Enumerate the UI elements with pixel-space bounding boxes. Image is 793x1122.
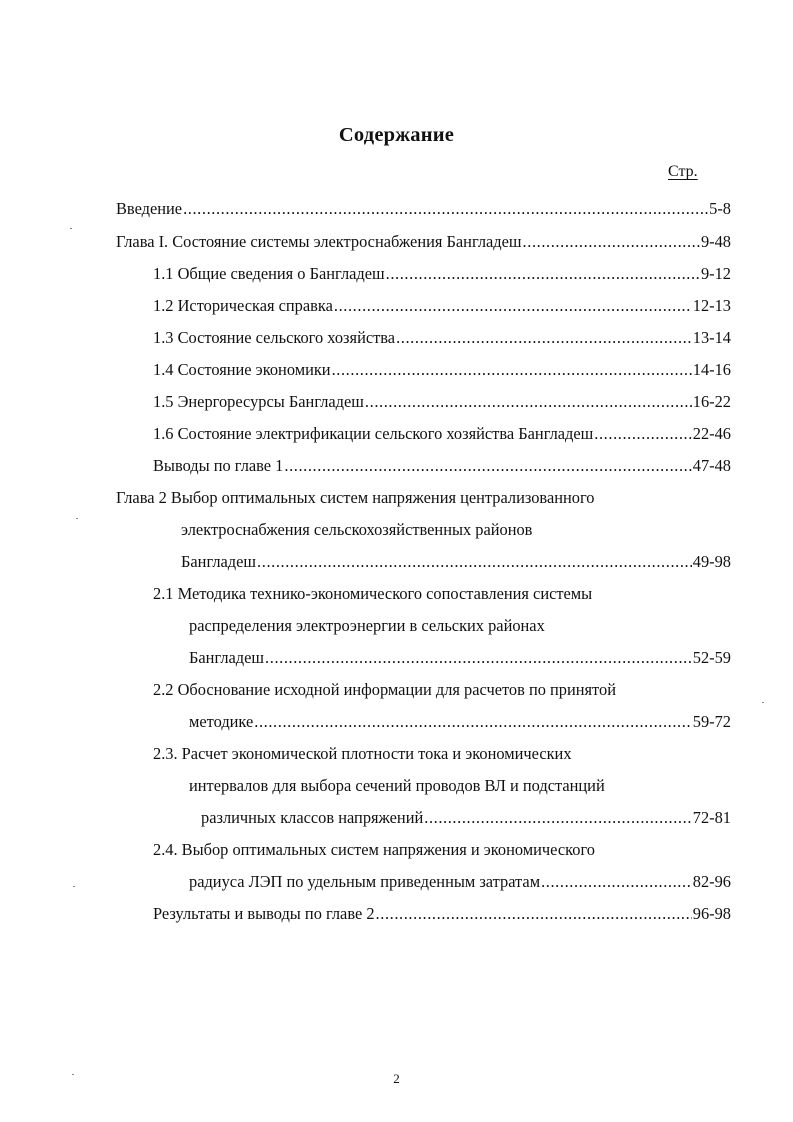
leader-dots (334, 294, 692, 318)
toc-entry-pages: 14-16 (692, 360, 731, 379)
toc-entry-1-6[interactable] (153, 422, 731, 446)
toc-entry-2-3-line-1: 2.3. Расчет экономической плотности тока и экономических (153, 744, 572, 763)
toc-entry-pages: 47-48 (692, 456, 731, 475)
toc-entry-chapter-2-line-2: электроснабжения сельскохозяйственных районов (181, 520, 533, 539)
toc-entry-text: различных классов напряжений (201, 808, 424, 827)
page-title: Содержание (338, 124, 455, 146)
toc-entry-conclusions-2[interactable] (153, 902, 731, 926)
toc-entry-2-2[interactable] (189, 710, 731, 734)
toc-entry-pages: 13-14 (692, 328, 731, 347)
toc-entry-pages: 16-22 (692, 392, 731, 411)
toc-entry-1-5[interactable] (153, 390, 731, 414)
leader-dots (265, 646, 692, 670)
toc-entry-pages: 9-48 (700, 232, 731, 251)
toc-entry-chapter-2[interactable] (181, 550, 731, 574)
toc-entry-1-2[interactable] (153, 294, 731, 318)
toc-entry-text: 1.6 Состояние электрификации сельского хозяйства Бангладеш (153, 424, 594, 443)
leader-dots (541, 870, 692, 894)
leader-dots (396, 326, 692, 350)
scan-speck (70, 228, 72, 229)
toc-entry-chapter-2-line-1: Глава 2 Выбор оптимальных систем напряжения централизованного (116, 488, 595, 507)
toc-entry-pages: 5-8 (709, 199, 731, 218)
toc-entry-text: Выводы по главе 1 (153, 456, 284, 475)
toc-entry-2-3[interactable] (201, 806, 731, 830)
toc-entry-text: Результаты и выводы по главе 2 (153, 904, 375, 923)
leader-dots (183, 197, 708, 221)
leader-dots (365, 390, 692, 414)
scan-speck (762, 702, 764, 703)
leader-dots (284, 454, 691, 478)
toc-entry-pages: 52-59 (692, 648, 731, 667)
toc-entry-1-4[interactable] (153, 358, 731, 382)
toc-entry-text: Введение (116, 199, 183, 218)
page-column-label: Стр. (668, 163, 698, 180)
toc-entry-pages: 49-98 (692, 552, 731, 571)
toc-entry-pages: 9-12 (700, 264, 731, 283)
toc-entry-2-1-line-1: 2.1 Методика технико-экономического сопоставления системы (153, 584, 593, 603)
toc-entry-introduction[interactable] (116, 197, 731, 221)
toc-entry-2-4[interactable] (189, 870, 731, 894)
toc-entry-text: Бангладеш (181, 552, 257, 571)
toc-entry-2-1[interactable] (189, 646, 731, 670)
toc-entry-text: 1.4 Состояние экономики (153, 360, 331, 379)
scan-speck (76, 518, 78, 519)
toc-entry-text: 1.1 Общие сведения о Бангладеш (153, 264, 385, 283)
toc-entry-text: радиуса ЛЭП по удельным приведенным затратам (189, 872, 541, 891)
toc-entry-chapter-1[interactable] (116, 230, 731, 254)
toc-entry-2-1-line-2: распределения электроэнергии в сельских районах (189, 616, 545, 635)
leader-dots (594, 422, 691, 446)
toc-entry-text: методике (189, 712, 254, 731)
leader-dots (257, 550, 692, 574)
toc-entry-pages: 12-13 (692, 296, 731, 315)
toc-entry-text: Бангладеш (189, 648, 265, 667)
leader-dots (254, 710, 691, 734)
toc-entry-text: 1.5 Энергоресурсы Бангладеш (153, 392, 364, 411)
leader-dots (376, 902, 692, 926)
scan-speck (72, 1074, 74, 1075)
toc-entry-pages: 96-98 (692, 904, 731, 923)
toc-entry-2-3-line-2: интервалов для выбора сечений проводов ВЛ и подстанций (189, 776, 605, 795)
toc-entry-pages: 59-72 (692, 712, 731, 731)
page-number: 2 (393, 1071, 400, 1086)
toc-entry-text: 1.2 Историческая справка (153, 296, 333, 315)
scan-speck (73, 886, 75, 887)
toc-entry-pages: 72-81 (692, 808, 731, 827)
toc-entry-1-3[interactable] (153, 326, 731, 350)
toc-entry-2-4-line-1: 2.4. Выбор оптимальных систем напряжения и экономического (153, 840, 595, 859)
leader-dots (424, 806, 692, 830)
leader-dots (386, 262, 700, 286)
leader-dots (523, 230, 700, 254)
toc-entry-1-1[interactable] (153, 262, 731, 286)
toc-entry-2-2-line-1: 2.2 Обоснование исходной информации для расчетов по принятой (153, 680, 616, 699)
leader-dots (332, 358, 692, 382)
toc-entry-pages: 82-96 (692, 872, 731, 891)
toc-entry-text: Глава I. Состояние системы электроснабжения Бангладеш (116, 232, 522, 251)
toc-entry-pages: 22-46 (692, 424, 731, 443)
toc-entry-conclusions-1[interactable] (153, 454, 731, 478)
toc-entry-text: 1.3 Состояние сельского хозяйства (153, 328, 396, 347)
